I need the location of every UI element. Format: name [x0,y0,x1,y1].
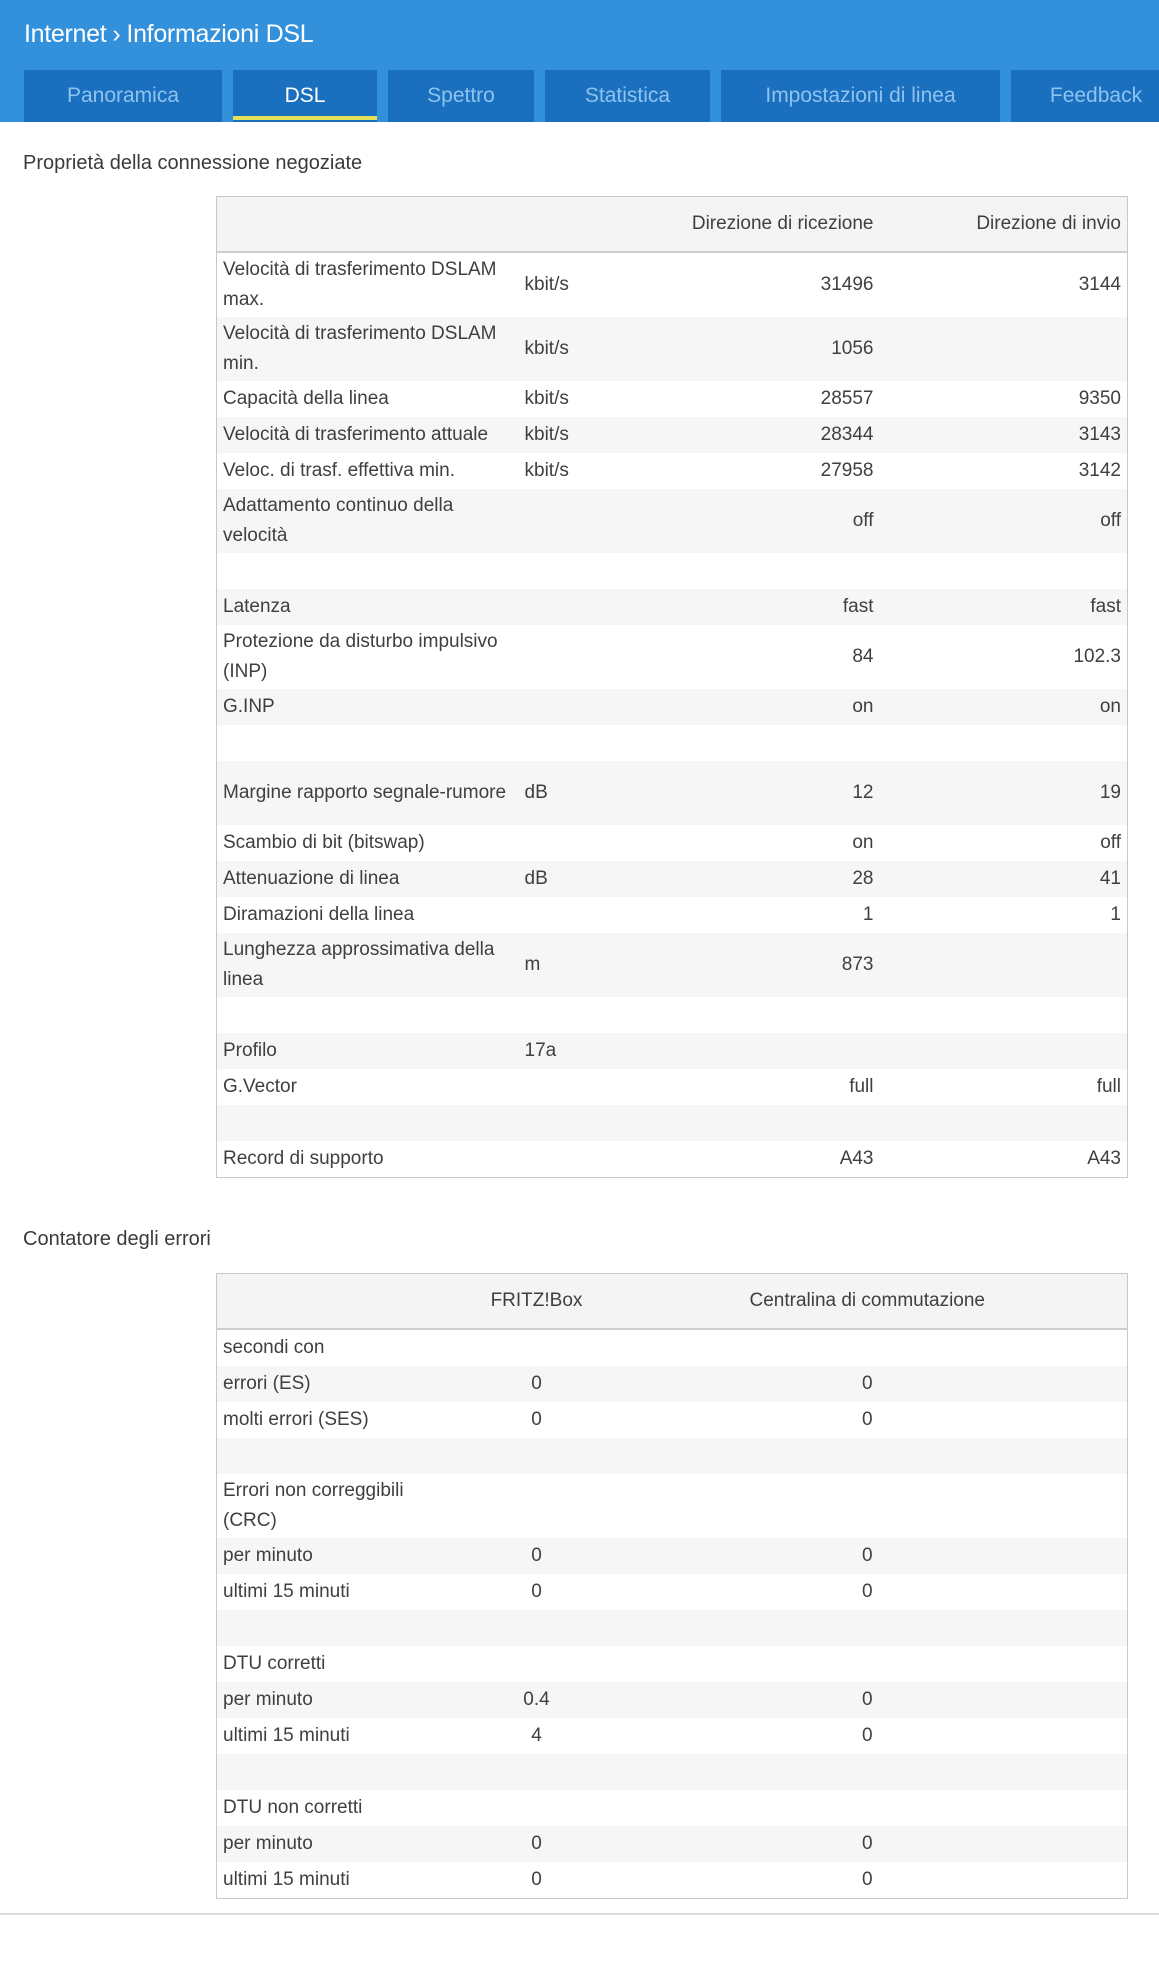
column-header-unit [519,197,639,253]
spacer-row [217,1610,1128,1646]
upstream-value [884,997,1128,1033]
fritzbox-value [427,1329,647,1366]
downstream-value: 12 [852,782,874,803]
table-row [217,1826,1128,1862]
downstream-value [639,1105,884,1141]
row-unit [519,1069,639,1105]
row-unit [519,1141,639,1178]
upstream-value: fast [1090,596,1121,617]
row-label: Capacità della linea [223,388,389,409]
table-row [217,381,1128,417]
downstream-value [639,997,884,1033]
fritzbox-value: 0 [531,1409,542,1430]
row-unit [519,897,639,933]
downstream-value: 27958 [820,460,874,481]
exchange-value [647,1438,1128,1474]
downstream-value [639,553,884,589]
table-row [217,1141,1128,1178]
upstream-value: off [1100,510,1121,531]
spacer-row [217,997,1128,1033]
fritzbox-value [427,1646,647,1682]
footer-divider [0,1913,1159,1915]
row-unit [519,1105,639,1141]
row-label: molti errori (SES) [223,1409,369,1430]
row-unit: kbit/s [524,424,569,445]
downstream-value [639,1033,884,1069]
tab-bar [24,70,1159,122]
row-label: DTU corretti [223,1653,326,1674]
spacer-row [217,1105,1128,1141]
column-header-upstream: Direzione di invio [884,197,1128,253]
fritzbox-value: 4 [531,1725,542,1746]
row-unit: m [524,954,541,975]
row-unit [519,689,639,725]
table-row [217,933,1128,997]
downstream-value: off [852,510,874,531]
breadcrumb-internet[interactable]: Internet [24,20,107,48]
error-counter-table [216,1273,1128,1899]
table-row [217,1574,1128,1610]
row-unit [519,725,639,761]
row-label: ultimi 15 minuti [223,1581,350,1602]
exchange-value: 0 [861,1373,873,1394]
table-row [217,897,1128,933]
downstream-value: 873 [841,954,874,975]
fritzbox-value [427,1610,647,1646]
row-label [217,997,519,1033]
row-unit: dB [524,868,548,889]
row-label: Protezione da disturbo impulsivo (INP) [223,631,498,682]
row-label: Record di supporto [223,1148,384,1169]
row-unit: kbit/s [524,338,569,359]
table-row [217,625,1128,689]
exchange-value [647,1474,1128,1538]
upstream-value: 3142 [1078,460,1121,481]
downstream-value: 28 [852,868,874,889]
row-label: Adattamento continuo della velocità [223,495,454,546]
table-row [217,1862,1128,1899]
row-label [217,1754,427,1790]
row-label: Profilo [223,1040,277,1061]
column-header-fritzbox: FRITZ!Box [427,1274,647,1330]
downstream-value: 1 [862,904,874,925]
row-unit [519,489,639,553]
upstream-value: 1 [1110,904,1121,925]
tab-spettro[interactable]: Spettro [388,70,534,122]
column-header-label [217,197,519,253]
row-label: G.INP [223,696,275,717]
table-row [217,1366,1128,1402]
upstream-value [884,1105,1128,1141]
table-row [217,1646,1128,1682]
downstream-value: 28344 [820,424,874,445]
upstream-value: 9350 [1078,388,1121,409]
exchange-value: 0 [861,1545,873,1566]
table-row [217,589,1128,625]
row-label: DTU non corretti [223,1797,363,1818]
breadcrumb-current: Informazioni DSL [126,20,314,48]
section-title-errors: Contatore degli errori [23,1228,211,1250]
column-header-downstream: Direzione di ricezione [639,197,884,253]
table-row [217,1033,1128,1069]
spacer-row [217,725,1128,761]
exchange-value [647,1646,1128,1682]
row-unit: kbit/s [524,388,569,409]
table-row [217,1538,1128,1574]
row-label: Errori non correggibili (CRC) [223,1480,404,1531]
table-row [217,1069,1128,1105]
exchange-value: 0 [861,1869,873,1890]
table-row [217,825,1128,861]
row-label: ultimi 15 minuti [223,1869,350,1890]
upstream-value: 3144 [1078,274,1121,295]
exchange-value [647,1329,1128,1366]
table-row [217,453,1128,489]
chevron-right-icon: › [112,20,121,48]
fritzbox-value [427,1790,647,1826]
upstream-value: 41 [1099,868,1121,889]
upstream-value [884,933,1128,997]
tab-impostazioni-di-linea[interactable]: Impostazioni di linea [721,70,1000,122]
fritzbox-value: 0 [531,1545,542,1566]
row-label: G.Vector [223,1076,297,1097]
row-label: per minuto [223,1545,313,1566]
table-row [217,1790,1128,1826]
table-row [217,417,1128,453]
connection-properties-table [216,196,1128,1178]
table-row [217,489,1128,553]
row-label: errori (ES) [223,1373,311,1394]
fritzbox-value [427,1438,647,1474]
table-row [217,1682,1128,1718]
row-unit [519,825,639,861]
downstream-value: 31496 [820,274,874,295]
upstream-value [884,317,1128,381]
exchange-value: 0 [861,1409,873,1430]
row-label [217,1105,519,1141]
fritzbox-value [427,1474,647,1538]
row-label: secondi con [223,1337,325,1358]
row-label: per minuto [223,1689,313,1710]
table-row [217,1474,1128,1538]
fritzbox-value [427,1754,647,1790]
fritzbox-value: 0 [531,1833,542,1854]
fritzbox-value: 0 [531,1581,542,1602]
row-label [217,1610,427,1646]
row-label: Attenuazione di linea [223,868,400,889]
row-unit: 17a [524,1040,557,1061]
spacer-row [217,1754,1128,1790]
downstream-value: 28557 [820,388,874,409]
table-row [217,861,1128,897]
row-unit: dB [524,782,548,803]
table-row [217,252,1128,317]
downstream-value: on [852,832,874,853]
upstream-value [884,1033,1128,1069]
fritzbox-value: 0 [531,1373,542,1394]
table-row [217,1402,1128,1438]
row-label: per minuto [223,1833,313,1854]
table-row [217,1329,1128,1366]
row-unit [519,589,639,625]
upstream-value: full [1096,1076,1121,1097]
tab-panoramica[interactable]: Panoramica [24,70,222,122]
table-row [217,1718,1128,1754]
upstream-value: off [1100,832,1121,853]
upstream-value [884,553,1128,589]
downstream-value: 1056 [831,338,874,359]
upstream-value: 102.3 [1073,646,1121,667]
upstream-value: A43 [1087,1148,1121,1169]
exchange-value: 0 [861,1833,873,1854]
section-title-connection: Proprietà della connessione negoziate [23,152,363,174]
row-label: Velocità di trasferimento attuale [223,424,489,445]
downstream-value: fast [842,596,874,617]
tab-dsl[interactable]: DSL [233,70,377,122]
upstream-value: on [1099,696,1121,717]
exchange-value [647,1754,1128,1790]
spacer-row [217,553,1128,589]
row-label: Scambio di bit (bitswap) [223,832,425,853]
column-header-label [217,1274,427,1330]
downstream-value: 84 [852,646,874,667]
row-label: ultimi 15 minuti [223,1725,350,1746]
downstream-value [639,725,884,761]
upstream-value: 3143 [1078,424,1121,445]
column-header-exchange: Centralina di commutazione [647,1274,1128,1330]
row-label: Veloc. di trasf. effettiva min. [223,460,455,481]
row-label [217,725,519,761]
upstream-value [884,725,1128,761]
row-label: Latenza [223,596,291,617]
spacer-row [217,1438,1128,1474]
page-header [0,0,1159,122]
table-row [217,761,1128,825]
table-row [217,689,1128,725]
row-label: Lunghezza approssimativa della linea [223,939,495,990]
downstream-value: full [849,1076,874,1097]
table-header-row [217,1274,1128,1330]
row-label [217,553,519,589]
row-label: Diramazioni della linea [223,904,415,925]
table-header-row [217,197,1128,253]
row-unit [519,553,639,589]
exchange-value: 0 [861,1725,873,1746]
tab-statistica[interactable]: Statistica [545,70,710,122]
row-unit: kbit/s [524,460,569,481]
breadcrumb [24,20,313,49]
table-row [217,317,1128,381]
downstream-value: on [852,696,874,717]
row-unit [519,997,639,1033]
fritzbox-value: 0 [531,1869,542,1890]
downstream-value: A43 [839,1148,874,1169]
upstream-value: 19 [1099,782,1121,803]
row-unit [519,625,639,689]
exchange-value: 0 [861,1689,873,1710]
fritzbox-value: 0.4 [523,1689,550,1710]
exchange-value [647,1790,1128,1826]
tab-feedback[interactable]: Feedback [1011,70,1159,122]
row-label [217,1438,427,1474]
exchange-value: 0 [861,1581,873,1602]
row-unit: kbit/s [524,274,569,295]
exchange-value [647,1610,1128,1646]
row-label: Margine rapporto segnale-rumore [223,782,507,803]
row-label: Velocità di trasferimento DSLAM max. [223,259,497,310]
row-label: Velocità di trasferimento DSLAM min. [223,323,497,374]
